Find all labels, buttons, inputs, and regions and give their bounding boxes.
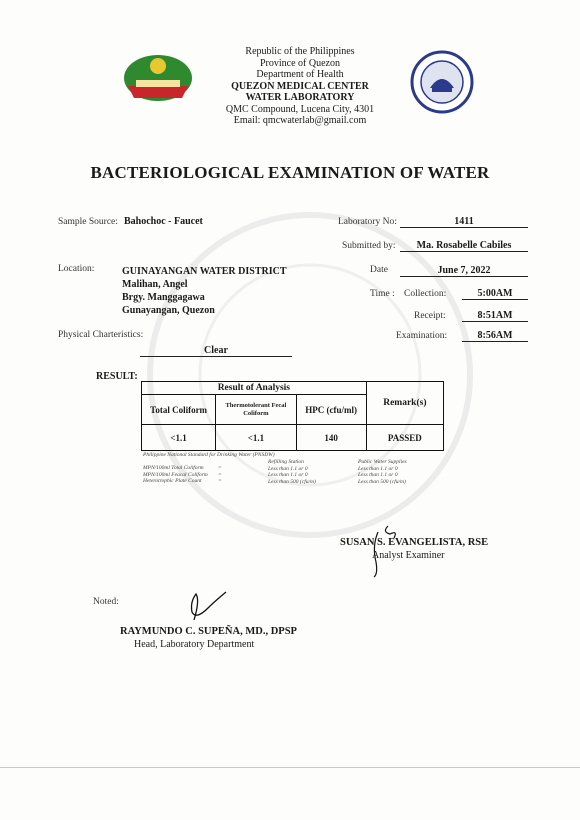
location-line: Malihan, Angel xyxy=(122,279,188,290)
location-block xyxy=(122,265,287,317)
result-group-header: Result of Analysis xyxy=(142,382,367,395)
collection-value: 5:00AM xyxy=(462,288,528,300)
letterhead xyxy=(200,46,400,127)
location-line: Gunayangan, Quezon xyxy=(122,305,215,316)
standards-eq xyxy=(218,465,222,485)
refilling-standards xyxy=(268,459,316,485)
physical-label: Physical Charteristics: xyxy=(58,330,144,340)
remarks-header: Remark(s) xyxy=(366,382,443,425)
submitted-by-value: Ma. Rosabelle Cabiles xyxy=(400,240,528,252)
bottom-rule xyxy=(0,767,580,768)
header-line: QMC Compound, Lucena City, 4301 xyxy=(225,103,375,115)
total-coliform-value: <1.1 xyxy=(142,425,216,451)
result-label: RESULT: xyxy=(96,371,138,382)
standard-row: MPN/100ml Total Coliform xyxy=(143,465,204,471)
public-row: Less than 500 (cfu/m) xyxy=(358,478,406,485)
sample-source-label: Sample Source: xyxy=(58,217,118,227)
header-line: Republic of the Philippines xyxy=(245,46,355,57)
header-line: Department of Health xyxy=(256,69,344,80)
examination-value: 8:56AM xyxy=(462,330,528,342)
remarks-value: PASSED xyxy=(366,425,443,451)
date-label: Date xyxy=(370,265,388,275)
public-standards xyxy=(358,459,407,485)
header-line: WATER LABORATORY xyxy=(245,92,355,103)
noted-label: Noted: xyxy=(93,597,119,607)
header-line: Province of Quezon xyxy=(260,57,340,69)
location-line: Brgy. Manggagawa xyxy=(122,292,205,303)
result-table xyxy=(141,381,444,451)
head-signature xyxy=(180,590,232,626)
hpc-header: HPC (cfu/ml) xyxy=(296,395,366,425)
receipt-value: 8:51AM xyxy=(462,310,528,322)
eq-sign: = xyxy=(218,478,222,484)
public-row: Less than 1.1 or 0 xyxy=(358,472,398,478)
four-bala-logo xyxy=(122,52,194,102)
standard-row: Heterotrophic Plate Count xyxy=(143,478,202,484)
header-email: Email: qmcwaterlab@gmail.com xyxy=(233,115,367,126)
lab-no-label: Laboratory No: xyxy=(338,217,397,227)
public-heading: Public Water Supplies xyxy=(358,459,407,465)
date-value: June 7, 2022 xyxy=(400,265,528,277)
location-line: GUINAYANGAN WATER DISTRICT xyxy=(122,266,287,277)
total-coliform-header: Total Coliform xyxy=(142,395,216,425)
document-title: BACTERIOLOGICAL EXAMINATION OF WATER xyxy=(90,163,490,182)
standards-caption: Philippine National Standard for Drinking Water (PNSDW) xyxy=(143,452,275,458)
standard-row: MPN/100ml Feacal Coliform xyxy=(143,471,208,478)
analyst-title: Analyst Examiner xyxy=(372,550,445,561)
hpc-value: 140 xyxy=(296,425,366,451)
fecal-coliform-header: Thermotolerant Fecal Coliform xyxy=(216,395,296,425)
submitted-by-label: Submitted by: xyxy=(342,241,396,251)
lab-no-value: 1411 xyxy=(400,216,528,228)
time-label: Time : xyxy=(370,289,395,299)
refilling-row: Less than 500 (cfu/m) xyxy=(268,478,316,485)
receipt-label: Receipt: xyxy=(414,311,446,321)
examination-label: Examination: xyxy=(396,331,448,341)
standards-rows xyxy=(143,465,208,485)
header-line: QUEZON MEDICAL CENTER xyxy=(231,80,369,92)
public-row: Less than 1.1 or 0 xyxy=(358,465,398,472)
province-seal xyxy=(410,50,474,114)
eq-sign: = xyxy=(218,471,222,478)
physical-value: Clear xyxy=(140,345,292,357)
analyst-name: SUSAN S. EVANGELISTA, RSE xyxy=(340,537,489,548)
head-title: Head, Laboratory Department xyxy=(134,639,255,650)
location-label: Location: xyxy=(58,264,95,274)
sample-source-value: Bahochoc - Faucet xyxy=(124,216,203,227)
head-name: RAYMUNDO C. SUPEÑA, MD., DPSP xyxy=(120,626,297,637)
collection-label: Collection: xyxy=(404,289,447,299)
refilling-heading: Refilling Station xyxy=(268,459,304,465)
fecal-coliform-value: <1.1 xyxy=(216,425,296,451)
refilling-row: Less than 1.1 or 0 xyxy=(268,465,308,472)
eq-sign: = xyxy=(218,465,222,471)
watermark-seal xyxy=(140,205,480,545)
refilling-row: Less than 1.1 or 0 xyxy=(268,472,308,478)
